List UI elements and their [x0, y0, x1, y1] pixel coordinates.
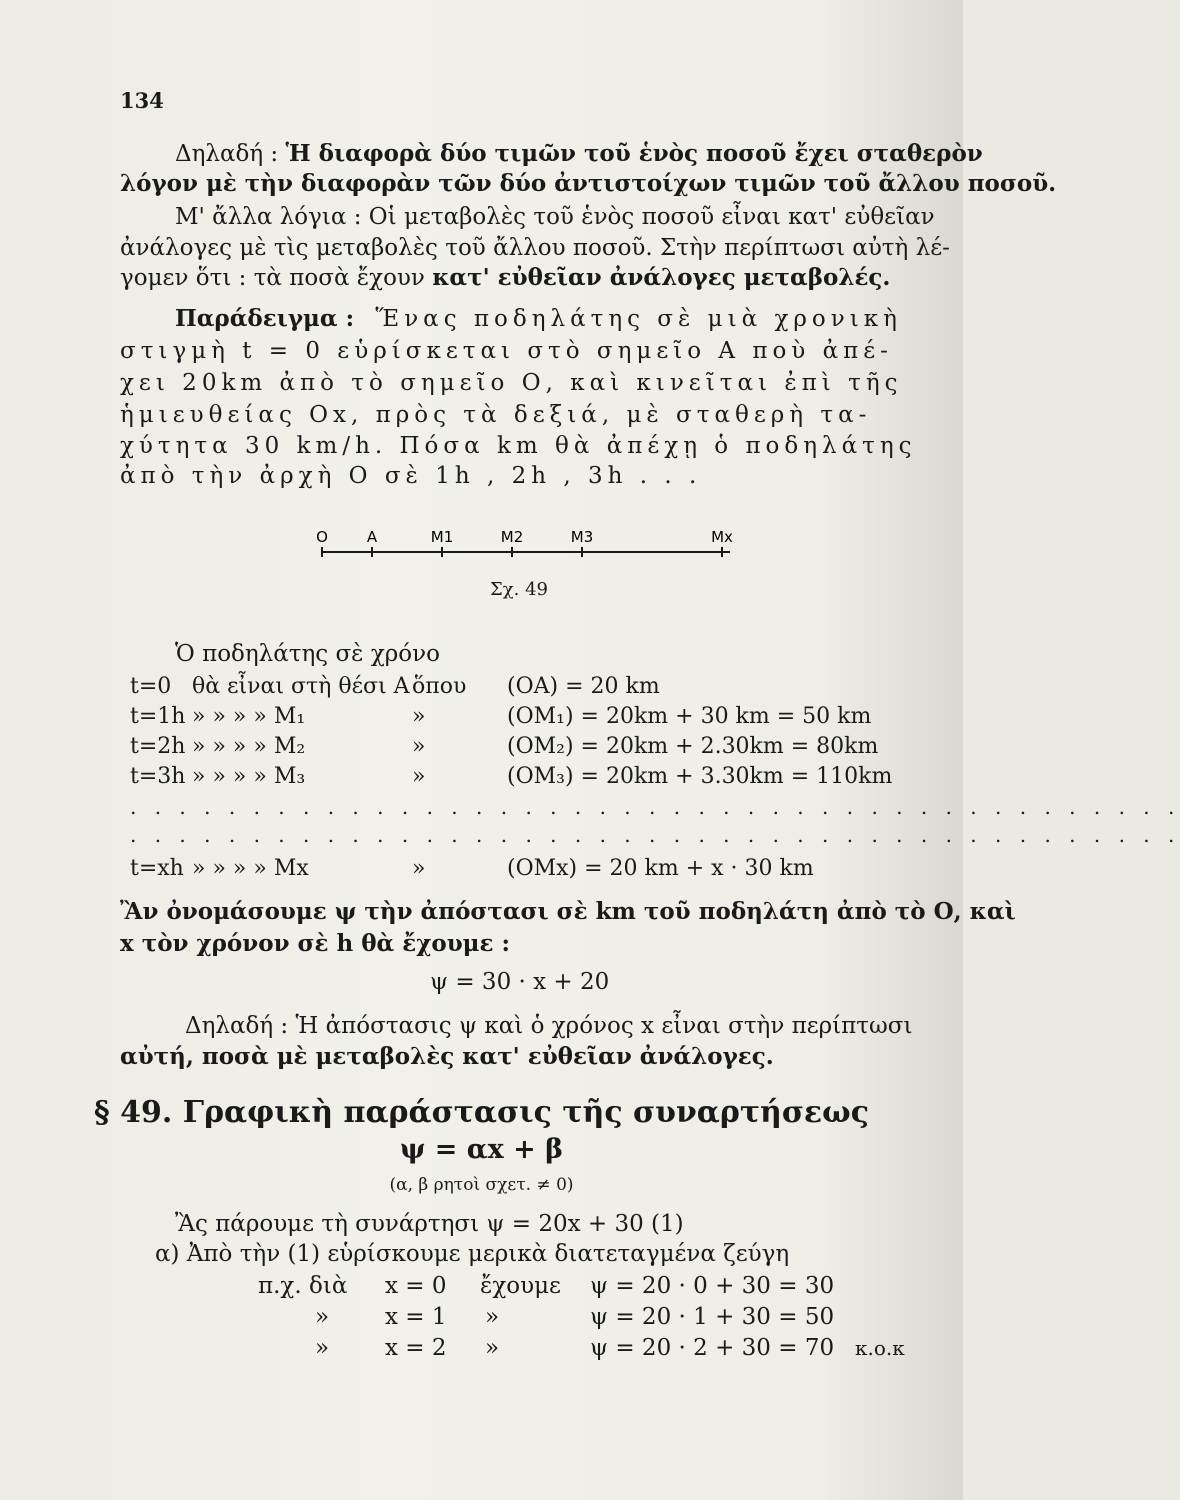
section-title: Γραφικὴ παράστασις τῆς συναρτήσεως	[182, 1095, 870, 1130]
example-line-5: χύτητα 30 km/h. Πόσα km θὰ ἀπέχῃ ὁ ποδηλάτης	[120, 433, 917, 459]
pair-row-1-a: π.χ. διὰ	[258, 1273, 348, 1299]
point-m2-label: M2	[500, 528, 524, 546]
point-m3-label: M3	[570, 528, 594, 546]
section-number: § 49.	[93, 1095, 173, 1130]
conclusion-line-2: αὐτή, ποσὰ μὲ μεταβολὲς κατ' εὐθεῖαν ἀνάλογες.	[120, 1043, 774, 1070]
intro-line-3: Μ' ἄλλα λόγια : Οἱ μεταβολὲς τοῦ ἑνὸς ποσοῦ εἶναι κατ' εὐθεῖαν	[175, 204, 935, 230]
intro-line-5: γομεν ὅτι : τὰ ποσὰ ἔχουν κατ' εὐθεῖαν ἀνάλογες μεταβολές.	[120, 264, 891, 291]
pair-row-1-x: x = 0	[385, 1273, 447, 1299]
function-line: Ἂς πάρουμε τὴ συνάρτησι ψ = 20x + 30 (1)	[175, 1211, 684, 1237]
table-row: t=3h » » » » M₃ » (OM₃) = 20km + 3.30km = 110km	[130, 764, 893, 789]
ellipsis-row: . . . . . . . . . . . . . . . . . . . . . . . . . . . . . . . . . . . . . . . . . . .	[130, 795, 1180, 819]
pair-row-1-y: ψ = 20 · 0 + 30 = 30	[590, 1273, 835, 1299]
table-intro: Ὁ ποδηλάτης σὲ χρόνο	[175, 641, 440, 667]
pair-row-2-c: »	[485, 1304, 500, 1330]
page-number: 134	[120, 88, 164, 113]
position-table-general	[130, 854, 814, 884]
pair-row-2-y: ψ = 20 · 1 + 30 = 50	[590, 1304, 835, 1330]
example-line-6: ἀπὸ τὴν ἀρχὴ Ο σὲ 1h , 2h , 3h . . .	[120, 463, 702, 489]
ellipsis-row: . . . . . . . . . . . . . . . . . . . . . . . . . . . . . . . . . . . . . . . . . . .	[130, 823, 1180, 847]
table-row: t=0 θὰ εἶναι στὴ θέσι A ὅπου (OA) = 20 km	[130, 674, 660, 699]
pair-row-2-x: x = 1	[385, 1304, 447, 1330]
intro-line-4: ἀνάλογες μὲ τὶς μεταβολὲς τοῦ ἄλλου ποσοῦ. Στὴν περίπτωσι αὐτὴ λέ-	[120, 235, 950, 261]
pair-row-3-c: »	[485, 1335, 500, 1361]
position-table	[130, 672, 892, 792]
section-heading	[0, 1095, 963, 1130]
example-line-1: Παράδειγμα : Ἕνας ποδηλάτης σὲ μιὰ χρονικὴ	[175, 305, 902, 332]
naming-line-1: Ἂν ὀνομάσουμε ψ τὴν ἀπόστασι σὲ km τοῦ ποδηλάτη ἀπὸ τὸ Ο, καὶ	[120, 898, 1016, 925]
point-o-label: O	[316, 528, 328, 546]
intro-line-2: λόγον μὲ τὴν διαφορὰν τῶν δύο ἀντιστοίχων τιμῶν τοῦ ἄλλου ποσοῦ.	[120, 170, 1057, 197]
section-note: (α, β ρητοὶ σχετ. ≠ 0)	[389, 1175, 574, 1195]
example-line-2: στιγμὴ t = 0 εὑρίσκεται στὸ σημεῖο Α ποὺ ἀπέ-	[120, 338, 893, 364]
table-row: t=xh » » » » Mx » (OMx) = 20 km + x · 30 km	[130, 856, 814, 881]
table-row: t=2h » » » » M₂ » (OM₂) = 20km + 2.30km = 80km	[130, 734, 879, 759]
example-line-3: χει 20km ἀπὸ τὸ σημεῖο Ο, καὶ κινεῖται ἐπὶ τῆς	[120, 370, 903, 396]
pair-row-3-etc: κ.ο.κ	[855, 1336, 905, 1360]
point-m1-label: M1	[430, 528, 454, 546]
point-mx-label: Mx	[711, 528, 733, 546]
formula-distance: ψ = 30 · x + 20	[430, 969, 610, 995]
figure-49	[300, 520, 760, 580]
pairs-intro: α) Ἀπὸ τὴν (1) εὑρίσκουμε μερικὰ διατεταγμένα ζεύγη	[155, 1241, 790, 1267]
pair-row-3-x: x = 2	[385, 1335, 447, 1361]
naming-line-2: x τὸν χρόνον σὲ h θὰ ἔχουμε :	[120, 930, 510, 957]
example-label: Παράδειγμα :	[175, 305, 355, 332]
conclusion-line-1: Δηλαδή : Ἡ ἀπόστασις ψ καὶ ὁ χρόνος x εἶναι στὴν περίπτωσι	[185, 1013, 913, 1039]
section-formula: ψ = αx + β	[399, 1134, 564, 1165]
pair-row-3-y: ψ = 20 · 2 + 30 = 70	[590, 1335, 835, 1361]
pair-row-2-a: »	[315, 1304, 330, 1330]
table-row: t=1h » » » » M₁ » (OM₁) = 20km + 30 km = 50 km	[130, 704, 872, 729]
intro-line-1: Δηλαδή : Ἡ διαφορὰ δύο τιμῶν τοῦ ἑνὸς ποσοῦ ἔχει σταθερὸν	[175, 140, 983, 167]
figure-caption: Σχ. 49	[490, 579, 548, 600]
pair-row-3-a: »	[315, 1335, 330, 1361]
pair-row-1-c: ἔχουμε	[480, 1273, 561, 1299]
example-line-4: ἡμιευθείας Οx, πρὸς τὰ δεξιά, μὲ σταθερὴ τα-	[120, 402, 872, 428]
point-a-label: A	[366, 528, 378, 546]
